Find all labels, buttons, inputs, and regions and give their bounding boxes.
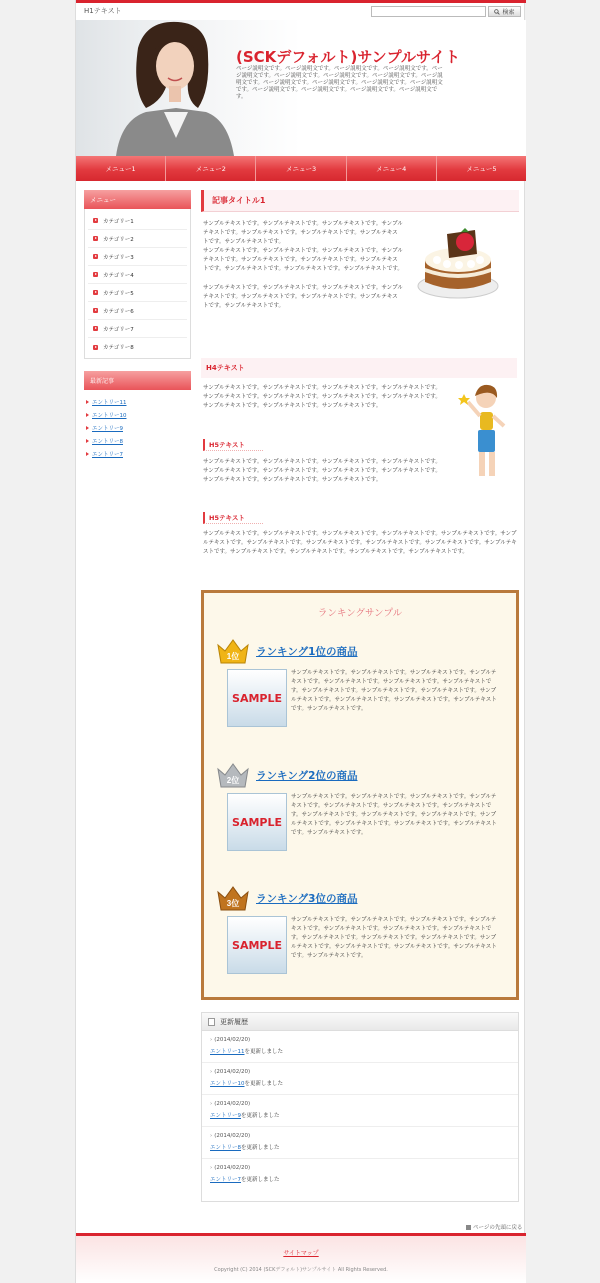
update-text	[210, 1111, 518, 1119]
category-label: カテゴリー1	[103, 218, 134, 225]
update-suffix: を更新しました	[241, 1145, 280, 1151]
update-date: › (2014/02/20)	[210, 1165, 518, 1171]
paragraph: サンプルテキストです。サンプルテキストです。サンプルテキストです。サンプルテキストです。サンプルテキストです。サンプルテキストです。サンプルテキストです。サンプルテキストです。サンプルテキストです。サンプルテキストです。サンプルテキストです。	[203, 385, 441, 410]
category-list	[84, 209, 191, 359]
update-link[interactable]: エントリー7	[210, 1177, 241, 1183]
category-label: カテゴリー7	[103, 326, 134, 333]
update-suffix: を更新しました	[244, 1081, 284, 1087]
sidebar	[84, 190, 191, 460]
rank-badge: 3位	[226, 899, 240, 908]
arrow-bullet-icon	[93, 254, 98, 259]
update-item	[202, 1159, 518, 1191]
cake-image	[415, 220, 501, 302]
update-link[interactable]: エントリー8	[210, 1145, 241, 1151]
ranking-item-link[interactable]: ランキング1位の商品	[256, 646, 358, 658]
page-top-link[interactable]	[466, 1223, 522, 1231]
update-item	[202, 1031, 518, 1063]
arrow-bullet-icon	[93, 326, 98, 331]
update-text	[210, 1143, 518, 1151]
arrow-up-icon	[466, 1225, 471, 1230]
article-body	[203, 220, 403, 311]
recent-post-link[interactable]: エントリー7	[84, 447, 191, 460]
ranking-item-text: サンプルテキストです。サンプルテキストです。サンプルテキストです。サンプルテキストです。サンプルテキストです。サンプルテキストです。サンプルテキストです。サンプルテキストです。サンプルテキストです。サンプルテキストです。サンプルテキストです。サンプルテキストです。サンプルテキストです。サンプルテキストです。サンプルテキストです。	[291, 917, 497, 960]
h4-section	[203, 384, 441, 411]
update-history-header	[202, 1013, 518, 1031]
paragraph: サンプルテキストです。サンプルテキストです。サンプルテキストです。サンプルテキストです。サンプルテキストです。サンプルテキストです。サンプルテキストです。サンプルテキストです。サンプルテキストです。サンプルテキストです。サンプルテキストです。	[203, 459, 441, 484]
h5-section	[203, 530, 519, 557]
sample-image: SAMPLE	[227, 669, 287, 727]
h4-heading: H4テキスト	[201, 358, 517, 378]
arrow-bullet-icon	[93, 218, 98, 223]
update-text	[210, 1175, 518, 1183]
ranking-item-text: サンプルテキストです。サンプルテキストです。サンプルテキストです。サンプルテキストです。サンプルテキストです。サンプルテキストです。サンプルテキストです。サンプルテキストです。サンプルテキストです。サンプルテキストです。サンプルテキストです。サンプルテキストです。サンプルテキストです。サンプルテキストです。サンプルテキストです。	[291, 794, 497, 837]
sidebar-menu-title: メニュー	[84, 190, 191, 209]
h5-heading: H5テキスト	[203, 439, 263, 451]
page	[75, 0, 525, 1283]
woman-illustration	[456, 380, 516, 480]
category-label: カテゴリー4	[103, 272, 134, 279]
h5-section	[203, 458, 441, 485]
update-history-title: 更新履歴	[220, 1017, 248, 1026]
search-input[interactable]	[371, 6, 486, 17]
category-label: カテゴリー2	[103, 236, 134, 243]
rank-badge: 1位	[226, 652, 240, 661]
update-link[interactable]: エントリー11	[210, 1049, 245, 1055]
sidebar-item-category-6[interactable]	[88, 302, 187, 320]
update-item	[202, 1063, 518, 1095]
category-label: カテゴリー3	[103, 254, 134, 261]
bronze-crown-icon	[216, 884, 250, 912]
nav-item-1[interactable]: メニュー1	[76, 156, 166, 181]
arrow-bullet-icon	[93, 272, 98, 277]
search-icon	[494, 9, 500, 15]
update-date: › (2014/02/20)	[210, 1069, 518, 1075]
category-label: カテゴリー6	[103, 308, 134, 315]
sample-image: SAMPLE	[227, 916, 287, 974]
update-date: › (2014/02/20)	[210, 1101, 518, 1107]
category-label: カテゴリー5	[103, 290, 134, 297]
recent-post-link[interactable]: エントリー11	[84, 395, 191, 408]
ranking-title: ランキングサンプル	[317, 608, 403, 619]
update-date: › (2014/02/20)	[210, 1037, 518, 1043]
ranking-item-link[interactable]: ランキング3位の商品	[256, 893, 358, 905]
silver-crown-icon	[216, 761, 250, 789]
sidebar-item-category-7[interactable]	[88, 320, 187, 338]
sidebar-item-category-4[interactable]	[88, 266, 187, 284]
update-suffix: を更新しました	[241, 1177, 280, 1183]
nav-item-3[interactable]: メニュー3	[256, 156, 346, 181]
search-button-label: 検索	[502, 9, 515, 16]
top-accent-bar	[76, 0, 526, 3]
site-description: ページ説明文です。ページ説明文です。ページ説明文です。ページ説明文です。ページ説明文です。ページ説明文です。ページ説明文です。ページ説明文です。ページ説明文です。ページ説明文です。ページ説明文です。ページ説明文です。ページ説明文です。ページ説明文です。ページ説明文です。ページ説明文です。ページ説明文です。	[236, 66, 443, 100]
recent-posts-list	[84, 390, 191, 460]
page-top-label: ページの先頭に戻る	[473, 1225, 523, 1231]
footer	[76, 1233, 526, 1283]
nav-item-2[interactable]: メニュー2	[166, 156, 256, 181]
sidebar-item-category-1[interactable]	[88, 212, 187, 230]
update-suffix: を更新しました	[241, 1113, 280, 1119]
nav-item-4[interactable]: メニュー4	[347, 156, 437, 181]
h5-heading: H5テキスト	[203, 512, 263, 524]
sidebar-item-category-2[interactable]	[88, 230, 187, 248]
sidebar-item-category-8[interactable]	[88, 338, 187, 356]
sitemap-link[interactable]: サイトマップ	[283, 1250, 319, 1257]
copyright: Copyright (C) 2014 (SCKデフォルト)サンプルサイト All Rights Reserved.	[214, 1267, 388, 1273]
arrow-bullet-icon	[93, 290, 98, 295]
rank-badge: 2位	[226, 776, 240, 785]
update-history-box	[201, 1012, 519, 1202]
update-item	[202, 1095, 518, 1127]
recent-post-link[interactable]: エントリー10	[84, 408, 191, 421]
paragraph: サンプルテキストです。サンプルテキストです。サンプルテキストです。サンプルテキストです。サンプルテキストです。サンプルテキストです。サンプルテキストです。サンプルテキストです。	[203, 221, 403, 246]
arrow-bullet-icon	[93, 236, 98, 241]
update-link[interactable]: エントリー10	[210, 1081, 245, 1087]
paragraph: サンプルテキストです。サンプルテキストです。サンプルテキストです。サンプルテキストです。サンプルテキストです。サンプルテキストです。サンプルテキストです。サンプルテキストです。サンプルテキストです。サンプルテキストです。サンプルテキストです。サンプルテキストです。サンプルテキストです。サンプルテキストです。サンプルテキストです。	[203, 531, 517, 556]
ranking-item-text: サンプルテキストです。サンプルテキストです。サンプルテキストです。サンプルテキストです。サンプルテキストです。サンプルテキストです。サンプルテキストです。サンプルテキストです。サンプルテキストです。サンプルテキストです。サンプルテキストです。サンプルテキストです。サンプルテキストです。サンプルテキストです。サンプルテキストです。	[291, 670, 497, 713]
recent-posts-title: 最新記事	[84, 371, 191, 390]
nav-item-5[interactable]: メニュー5	[466, 165, 497, 173]
update-suffix: を更新しました	[244, 1049, 284, 1055]
ranking-item-link[interactable]: ランキング2位の商品	[256, 770, 358, 782]
ranking-box	[201, 590, 519, 1000]
recent-post-link[interactable]: エントリー8	[84, 434, 191, 447]
update-text	[210, 1079, 518, 1087]
paragraph: サンプルテキストです。サンプルテキストです。サンプルテキストです。サンプルテキストです。サンプルテキストです。サンプルテキストです。サンプルテキストです。サンプルテキストです。サンプルテキストです。サンプルテキストです。	[203, 248, 403, 273]
h1-text: H1テキスト	[84, 7, 122, 15]
update-date: › (2014/02/20)	[210, 1133, 518, 1139]
update-link[interactable]: エントリー9	[210, 1113, 241, 1119]
update-text	[210, 1047, 518, 1055]
document-icon	[208, 1018, 215, 1026]
update-item	[202, 1127, 518, 1159]
gold-crown-icon	[216, 637, 250, 665]
article-title: 記事タイトル1	[201, 190, 519, 212]
sample-image: SAMPLE	[227, 793, 287, 851]
category-label: カテゴリー8	[103, 345, 134, 351]
sidebar-item-category-3[interactable]	[88, 248, 187, 266]
header-banner	[76, 20, 526, 156]
site-title[interactable]: (SCKデフォルト)サンプルサイト	[236, 48, 460, 66]
recent-post-link[interactable]: エントリー9	[84, 421, 191, 434]
sidebar-item-category-5[interactable]	[88, 284, 187, 302]
arrow-bullet-icon	[93, 345, 98, 350]
search-button[interactable]	[488, 6, 521, 17]
paragraph: サンプルテキストです。サンプルテキストです。サンプルテキストです。サンプルテキストです。サンプルテキストです。サンプルテキストです。サンプルテキストです。サンプルテキストです。	[203, 284, 403, 309]
main-content	[201, 190, 519, 1183]
arrow-bullet-icon	[93, 308, 98, 313]
global-nav	[76, 156, 526, 181]
